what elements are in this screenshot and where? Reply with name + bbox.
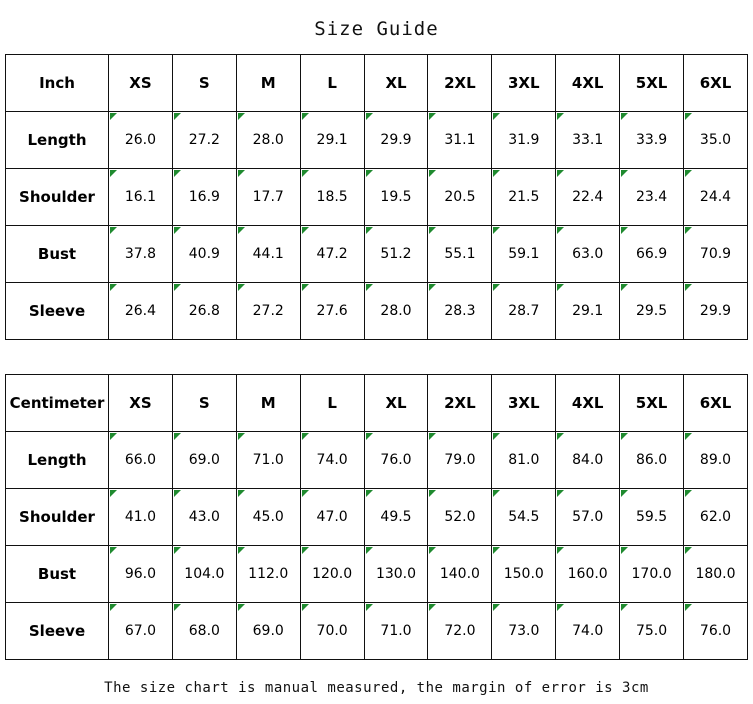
cell-value: 16.1 <box>109 169 173 226</box>
cell-value: 66.0 <box>109 432 173 489</box>
cell-value: 19.5 <box>364 169 428 226</box>
cell-value: 104.0 <box>172 546 236 603</box>
cell-value: 28.0 <box>236 112 300 169</box>
table-row <box>6 432 748 489</box>
size-header-l: L <box>300 55 364 112</box>
cell-value: 67.0 <box>109 603 173 660</box>
row-label-bust: Bust <box>6 546 109 603</box>
cell-value: 74.0 <box>556 603 620 660</box>
cell-value: 44.1 <box>236 226 300 283</box>
cell-value: 68.0 <box>172 603 236 660</box>
size-table-centimeter <box>5 374 748 660</box>
size-header-5xl: 5XL <box>620 375 684 432</box>
cell-value: 28.7 <box>492 283 556 340</box>
cell-value: 51.2 <box>364 226 428 283</box>
cell-value: 20.5 <box>428 169 492 226</box>
cell-value: 17.7 <box>236 169 300 226</box>
cell-value: 73.0 <box>492 603 556 660</box>
cell-value: 37.8 <box>109 226 173 283</box>
cell-value: 31.1 <box>428 112 492 169</box>
row-label-sleeve: Sleeve <box>6 283 109 340</box>
cell-value: 29.9 <box>684 283 748 340</box>
cell-value: 26.4 <box>109 283 173 340</box>
cell-value: 47.2 <box>300 226 364 283</box>
cell-value: 70.9 <box>684 226 748 283</box>
cell-value: 71.0 <box>236 432 300 489</box>
cell-value: 29.1 <box>300 112 364 169</box>
cell-value: 16.9 <box>172 169 236 226</box>
cell-value: 26.8 <box>172 283 236 340</box>
size-header-3xl: 3XL <box>492 375 556 432</box>
cell-value: 21.5 <box>492 169 556 226</box>
cell-value: 29.1 <box>556 283 620 340</box>
cell-value: 57.0 <box>556 489 620 546</box>
table-spacer <box>0 340 753 374</box>
size-header-s: S <box>172 55 236 112</box>
cell-value: 66.9 <box>620 226 684 283</box>
table-row <box>6 603 748 660</box>
size-header-6xl: 6XL <box>684 375 748 432</box>
cell-value: 170.0 <box>620 546 684 603</box>
size-header-m: M <box>236 55 300 112</box>
cell-value: 43.0 <box>172 489 236 546</box>
size-header-6xl: 6XL <box>684 55 748 112</box>
cell-value: 55.1 <box>428 226 492 283</box>
table-header-row <box>6 55 748 112</box>
table-row <box>6 169 748 226</box>
cell-value: 160.0 <box>556 546 620 603</box>
measurement-disclaimer: The size chart is manual measured, the margin of error is 3cm <box>104 680 649 696</box>
size-table-inch <box>5 54 748 340</box>
row-label-bust: Bust <box>6 226 109 283</box>
cell-value: 86.0 <box>620 432 684 489</box>
cell-value: 71.0 <box>364 603 428 660</box>
cell-value: 49.5 <box>364 489 428 546</box>
cell-value: 28.3 <box>428 283 492 340</box>
cell-value: 29.5 <box>620 283 684 340</box>
cell-value: 76.0 <box>684 603 748 660</box>
cell-value: 150.0 <box>492 546 556 603</box>
size-header-2xl: 2XL <box>428 55 492 112</box>
page-title: Size Guide <box>314 18 439 40</box>
size-header-4xl: 4XL <box>556 55 620 112</box>
cell-value: 69.0 <box>236 603 300 660</box>
size-header-s: S <box>172 375 236 432</box>
cell-value: 112.0 <box>236 546 300 603</box>
row-label-sleeve: Sleeve <box>6 603 109 660</box>
size-header-xs: XS <box>109 55 173 112</box>
cell-value: 27.6 <box>300 283 364 340</box>
cell-value: 31.9 <box>492 112 556 169</box>
row-label-shoulder: Shoulder <box>6 169 109 226</box>
cell-value: 84.0 <box>556 432 620 489</box>
cell-value: 52.0 <box>428 489 492 546</box>
table-row <box>6 226 748 283</box>
cell-value: 40.9 <box>172 226 236 283</box>
cell-value: 140.0 <box>428 546 492 603</box>
cell-value: 28.0 <box>364 283 428 340</box>
size-header-4xl: 4XL <box>556 375 620 432</box>
table-row <box>6 283 748 340</box>
table-row <box>6 546 748 603</box>
size-header-xl: XL <box>364 55 428 112</box>
table-row <box>6 489 748 546</box>
cell-value: 130.0 <box>364 546 428 603</box>
unit-label-inch: Inch <box>6 55 109 112</box>
cell-value: 33.1 <box>556 112 620 169</box>
unit-label-centimeter: Centimeter <box>6 375 109 432</box>
row-label-shoulder: Shoulder <box>6 489 109 546</box>
cell-value: 27.2 <box>236 283 300 340</box>
cell-value: 89.0 <box>684 432 748 489</box>
cell-value: 35.0 <box>684 112 748 169</box>
size-header-xl: XL <box>364 375 428 432</box>
size-header-5xl: 5XL <box>620 55 684 112</box>
cell-value: 63.0 <box>556 226 620 283</box>
size-header-2xl: 2XL <box>428 375 492 432</box>
cell-value: 47.0 <box>300 489 364 546</box>
cell-value: 24.4 <box>684 169 748 226</box>
row-label-length: Length <box>6 432 109 489</box>
cell-value: 74.0 <box>300 432 364 489</box>
cell-value: 41.0 <box>109 489 173 546</box>
cell-value: 26.0 <box>109 112 173 169</box>
cell-value: 96.0 <box>109 546 173 603</box>
cell-value: 27.2 <box>172 112 236 169</box>
cell-value: 23.4 <box>620 169 684 226</box>
size-header-3xl: 3XL <box>492 55 556 112</box>
row-label-length: Length <box>6 112 109 169</box>
cell-value: 62.0 <box>684 489 748 546</box>
cell-value: 18.5 <box>300 169 364 226</box>
cell-value: 180.0 <box>684 546 748 603</box>
cell-value: 59.5 <box>620 489 684 546</box>
size-header-m: M <box>236 375 300 432</box>
cell-value: 120.0 <box>300 546 364 603</box>
cell-value: 70.0 <box>300 603 364 660</box>
cell-value: 29.9 <box>364 112 428 169</box>
table-header-row <box>6 375 748 432</box>
cell-value: 59.1 <box>492 226 556 283</box>
cell-value: 54.5 <box>492 489 556 546</box>
size-header-l: L <box>300 375 364 432</box>
cell-value: 45.0 <box>236 489 300 546</box>
cell-value: 79.0 <box>428 432 492 489</box>
cell-value: 75.0 <box>620 603 684 660</box>
table-row <box>6 112 748 169</box>
size-header-xs: XS <box>109 375 173 432</box>
cell-value: 69.0 <box>172 432 236 489</box>
cell-value: 81.0 <box>492 432 556 489</box>
cell-value: 72.0 <box>428 603 492 660</box>
cell-value: 33.9 <box>620 112 684 169</box>
cell-value: 22.4 <box>556 169 620 226</box>
cell-value: 76.0 <box>364 432 428 489</box>
